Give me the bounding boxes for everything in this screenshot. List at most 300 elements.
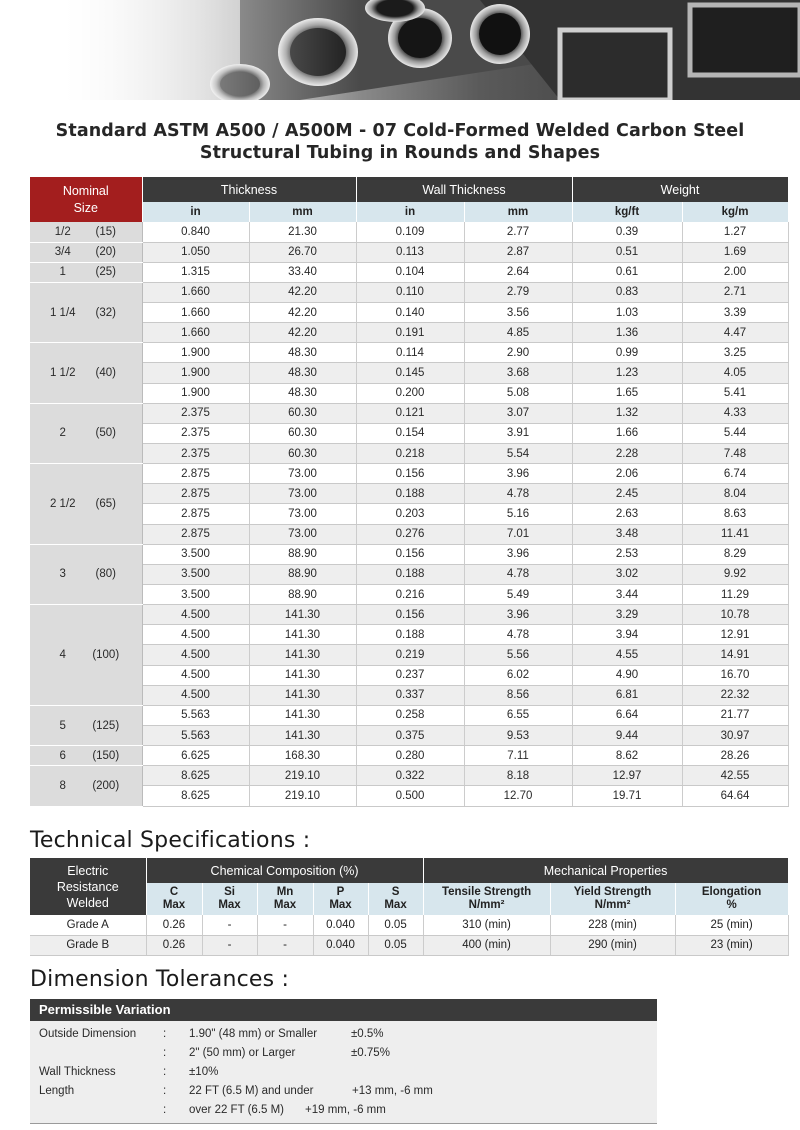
subheader-chem-si — [202, 883, 257, 915]
table-row — [30, 746, 788, 766]
od-mm-cell: 48.30 — [249, 343, 356, 363]
grade-cell: Grade A — [30, 915, 146, 935]
weight-kgm-cell: 5.44 — [682, 423, 788, 443]
wall-in-cell: 0.188 — [356, 484, 464, 504]
nominal-size-inch: 2 — [59, 427, 66, 440]
mech-unit-label: N/mm² — [468, 899, 505, 911]
table-row — [30, 282, 788, 302]
table-row — [30, 303, 788, 323]
wall-in-cell: 0.280 — [356, 746, 464, 766]
table-row — [30, 383, 788, 403]
wall-mm-cell: 4.78 — [464, 564, 572, 584]
weight-kgm-cell: 12.91 — [682, 625, 788, 645]
nominal-size-inch: 3 — [59, 568, 66, 581]
weight-kgft-cell: 2.28 — [572, 444, 682, 464]
mech-property-label: Tensile Strength — [441, 886, 532, 898]
nominal-size-metric: (20) — [95, 246, 116, 259]
table-row — [30, 625, 788, 645]
tolerance-value: +19 mm, -6 mm — [305, 1104, 386, 1116]
wall-mm-cell: 8.18 — [464, 766, 572, 786]
od-in-cell: 1.660 — [142, 323, 249, 343]
tolerance-row — [30, 1101, 657, 1120]
header-chemical-composition: Chemical Composition (%) — [146, 858, 423, 883]
table-row — [30, 935, 788, 955]
spec-value-cell: 0.26 — [146, 935, 202, 955]
nominal-size-cell — [30, 403, 142, 463]
table-subheader-row — [30, 202, 788, 222]
table-row — [30, 705, 788, 725]
tolerance-label: Length — [39, 1085, 75, 1097]
header-weight: Weight — [572, 177, 788, 202]
wall-in-cell: 0.375 — [356, 726, 464, 746]
od-mm-cell: 73.00 — [249, 524, 356, 544]
header-thickness: Thickness — [142, 177, 356, 202]
od-in-cell: 1.900 — [142, 363, 249, 383]
nominal-size-inch: 1 1/2 — [49, 367, 76, 380]
chem-element-label: C — [169, 886, 179, 898]
table-row — [30, 444, 788, 464]
table-row — [30, 645, 788, 665]
wall-mm-cell: 2.90 — [464, 343, 572, 363]
table-row — [30, 726, 788, 746]
od-in-cell: 2.375 — [142, 423, 249, 443]
weight-kgm-cell: 21.77 — [682, 705, 788, 725]
nominal-size-cell — [30, 242, 142, 262]
weight-kgm-cell: 1.69 — [682, 242, 788, 262]
wall-in-cell: 0.110 — [356, 282, 464, 302]
nominal-size-metric: (80) — [95, 568, 116, 581]
weight-kgft-cell: 1.65 — [572, 383, 682, 403]
od-in-cell: 2.875 — [142, 524, 249, 544]
spec-value-cell: 0.040 — [313, 915, 368, 935]
table-header-row — [30, 177, 788, 202]
table-row — [30, 262, 788, 282]
od-mm-cell: 141.30 — [249, 645, 356, 665]
table-row — [30, 544, 788, 564]
nominal-size-cell — [30, 766, 142, 806]
table-row — [30, 423, 788, 443]
tolerance-colon: : — [163, 1085, 167, 1097]
chem-max-label: Max — [218, 899, 241, 911]
nominal-size-cell — [30, 705, 142, 745]
nominal-size-cell — [30, 605, 142, 706]
spec-value-cell: 310 (min) — [423, 915, 550, 935]
grade-cell: Grade B — [30, 935, 146, 955]
table-row — [30, 242, 788, 262]
weight-kgm-cell: 64.64 — [682, 786, 788, 806]
tolerances-box — [30, 1021, 657, 1124]
weight-kgm-cell: 8.29 — [682, 544, 788, 564]
od-in-cell: 4.500 — [142, 605, 249, 625]
od-mm-cell: 60.30 — [249, 444, 356, 464]
weight-kgm-cell: 7.48 — [682, 444, 788, 464]
tech-spec-table — [30, 858, 789, 956]
od-mm-cell: 141.30 — [249, 625, 356, 645]
permissible-variation-bar: Permissible Variation — [30, 999, 657, 1021]
table-row — [30, 564, 788, 584]
od-in-cell: 4.500 — [142, 645, 249, 665]
od-in-cell: 2.875 — [142, 504, 249, 524]
weight-kgft-cell: 4.90 — [572, 665, 682, 685]
wall-mm-cell: 3.56 — [464, 303, 572, 323]
tolerance-value: ±0.75% — [351, 1047, 390, 1059]
dimensions-table — [30, 177, 789, 807]
weight-kgm-cell: 11.29 — [682, 585, 788, 605]
tolerance-value: +13 mm, -6 mm — [352, 1085, 433, 1097]
wall-mm-cell: 6.02 — [464, 665, 572, 685]
tolerance-row — [30, 1082, 657, 1101]
nominal-size-metric: (32) — [95, 306, 116, 319]
weight-kgft-cell: 4.55 — [572, 645, 682, 665]
table-row — [30, 786, 788, 806]
header-mechanical-properties: Mechanical Properties — [423, 858, 788, 883]
weight-kgft-cell: 2.63 — [572, 504, 682, 524]
chem-element-label: S — [391, 886, 400, 898]
dimensions-body — [30, 222, 788, 806]
od-in-cell: 4.500 — [142, 685, 249, 705]
wall-in-cell: 0.218 — [356, 444, 464, 464]
od-mm-cell: 26.70 — [249, 242, 356, 262]
subheader-mm: mm — [464, 202, 572, 222]
table-row — [30, 343, 788, 363]
weight-kgm-cell: 22.32 — [682, 685, 788, 705]
subheader-mech-0 — [423, 883, 550, 915]
subheader-chem-c — [146, 883, 202, 915]
weight-kgm-cell: 28.26 — [682, 746, 788, 766]
weight-kgft-cell: 3.48 — [572, 524, 682, 544]
header-nominal: Nominal — [62, 183, 109, 198]
subheader-chem-p — [313, 883, 368, 915]
table-row — [30, 222, 788, 242]
wall-mm-cell: 9.53 — [464, 726, 572, 746]
tolerance-spec: ±10% — [189, 1066, 219, 1078]
header-wall-thickness: Wall Thickness — [356, 177, 572, 202]
weight-kgm-cell: 30.97 — [682, 726, 788, 746]
od-in-cell: 2.875 — [142, 464, 249, 484]
subheader-in: in — [142, 202, 249, 222]
od-in-cell: 1.660 — [142, 282, 249, 302]
od-mm-cell: 48.30 — [249, 363, 356, 383]
wall-mm-cell: 2.77 — [464, 222, 572, 242]
wall-mm-cell: 4.85 — [464, 323, 572, 343]
od-in-cell: 3.500 — [142, 564, 249, 584]
table-row — [30, 323, 788, 343]
od-mm-cell: 60.30 — [249, 403, 356, 423]
nominal-size-inch: 6 — [59, 749, 66, 762]
weight-kgft-cell: 3.29 — [572, 605, 682, 625]
od-in-cell: 8.625 — [142, 766, 249, 786]
nominal-size-cell — [30, 464, 142, 545]
weight-kgm-cell: 42.55 — [682, 766, 788, 786]
od-mm-cell: 73.00 — [249, 464, 356, 484]
weight-kgft-cell: 1.23 — [572, 363, 682, 383]
spec-value-cell: 0.26 — [146, 915, 202, 935]
od-in-cell: 1.660 — [142, 303, 249, 323]
weight-kgm-cell: 3.25 — [682, 343, 788, 363]
weight-kgft-cell: 2.06 — [572, 464, 682, 484]
weight-kgft-cell: 6.81 — [572, 685, 682, 705]
tech-spec-body — [30, 915, 788, 955]
od-in-cell: 1.050 — [142, 242, 249, 262]
nominal-size-metric: (50) — [95, 427, 116, 440]
od-mm-cell: 48.30 — [249, 383, 356, 403]
mech-unit-label: N/mm² — [594, 899, 631, 911]
tolerance-label: Wall Thickness — [39, 1066, 116, 1078]
spec-value-cell: - — [257, 935, 313, 955]
weight-kgft-cell: 1.03 — [572, 303, 682, 323]
tolerance-row — [30, 1063, 657, 1082]
od-in-cell: 1.900 — [142, 343, 249, 363]
weight-kgft-cell: 19.71 — [572, 786, 682, 806]
weight-kgm-cell: 8.63 — [682, 504, 788, 524]
weight-kgm-cell: 4.05 — [682, 363, 788, 383]
subheader-kg-ft: kg/ft — [572, 202, 682, 222]
nominal-size-metric: (150) — [92, 749, 120, 762]
wall-in-cell: 0.258 — [356, 705, 464, 725]
subheader-kg-m: kg/m — [682, 202, 788, 222]
tolerance-row — [30, 1025, 657, 1044]
weight-kgft-cell: 1.32 — [572, 403, 682, 423]
weight-kgm-cell: 4.33 — [682, 403, 788, 423]
weight-kgm-cell: 1.27 — [682, 222, 788, 242]
od-mm-cell: 42.20 — [249, 303, 356, 323]
tolerance-colon: : — [163, 1047, 167, 1059]
header-erw: Electric Resistance Welded — [30, 858, 146, 915]
wall-in-cell: 0.216 — [356, 585, 464, 605]
wall-mm-cell: 5.08 — [464, 383, 572, 403]
weight-kgft-cell: 1.36 — [572, 323, 682, 343]
weight-kgm-cell: 9.92 — [682, 564, 788, 584]
wall-mm-cell: 3.96 — [464, 605, 572, 625]
table-row — [30, 605, 788, 625]
wall-in-cell: 0.156 — [356, 464, 464, 484]
spec-value-cell: - — [202, 935, 257, 955]
weight-kgm-cell: 4.47 — [682, 323, 788, 343]
od-mm-cell: 42.20 — [249, 282, 356, 302]
table-row — [30, 766, 788, 786]
header-nominal-size — [30, 177, 142, 222]
od-in-cell: 4.500 — [142, 665, 249, 685]
tolerance-colon: : — [163, 1028, 167, 1040]
tech-header-row — [30, 858, 788, 883]
spec-value-cell: - — [202, 915, 257, 935]
wall-in-cell: 0.154 — [356, 423, 464, 443]
weight-kgft-cell: 1.66 — [572, 423, 682, 443]
weight-kgft-cell: 0.51 — [572, 242, 682, 262]
mech-property-label: Elongation — [701, 886, 762, 898]
chem-max-label: Max — [329, 899, 352, 911]
wall-in-cell: 0.203 — [356, 504, 464, 524]
wall-in-cell: 0.109 — [356, 222, 464, 242]
tolerance-spec: 2" (50 mm) or Larger — [189, 1047, 296, 1059]
od-in-cell: 2.375 — [142, 444, 249, 464]
title-line-2: Structural Tubing in Rounds and Shapes — [199, 143, 601, 163]
weight-kgft-cell: 9.44 — [572, 726, 682, 746]
od-mm-cell: 141.30 — [249, 605, 356, 625]
tolerance-label: Outside Dimension — [39, 1028, 137, 1040]
wall-in-cell: 0.145 — [356, 363, 464, 383]
od-mm-cell: 60.30 — [249, 423, 356, 443]
spec-value-cell: 290 (min) — [550, 935, 675, 955]
table-row — [30, 585, 788, 605]
wall-in-cell: 0.219 — [356, 645, 464, 665]
tolerance-spec: 1.90" (48 mm) or Smaller — [189, 1028, 318, 1040]
table-row — [30, 685, 788, 705]
nominal-size-metric: (200) — [92, 779, 120, 792]
spec-value-cell: 228 (min) — [550, 915, 675, 935]
weight-kgft-cell: 2.53 — [572, 544, 682, 564]
od-in-cell: 6.625 — [142, 746, 249, 766]
weight-kgm-cell: 11.41 — [682, 524, 788, 544]
wall-in-cell: 0.188 — [356, 625, 464, 645]
wall-mm-cell: 4.78 — [464, 625, 572, 645]
nominal-size-cell — [30, 222, 142, 242]
od-mm-cell: 141.30 — [249, 685, 356, 705]
wall-in-cell: 0.114 — [356, 343, 464, 363]
wall-mm-cell: 3.96 — [464, 464, 572, 484]
subheader-mech-2 — [675, 883, 788, 915]
od-mm-cell: 219.10 — [249, 786, 356, 806]
table-row — [30, 524, 788, 544]
wall-in-cell: 0.156 — [356, 544, 464, 564]
wall-mm-cell: 4.78 — [464, 484, 572, 504]
wall-in-cell: 0.113 — [356, 242, 464, 262]
wall-mm-cell: 2.87 — [464, 242, 572, 262]
subheader-mech-1 — [550, 883, 675, 915]
nominal-size-inch: 3/4 — [54, 246, 71, 259]
tolerance-colon: : — [163, 1104, 167, 1116]
spec-value-cell: 25 (min) — [675, 915, 788, 935]
subheader-mm: mm — [249, 202, 356, 222]
table-row — [30, 403, 788, 423]
chem-element-label: Si — [224, 886, 235, 898]
page-title — [0, 120, 800, 164]
nominal-size-metric: (15) — [95, 225, 116, 238]
od-in-cell: 2.375 — [142, 403, 249, 423]
tolerance-colon: : — [163, 1066, 167, 1078]
od-mm-cell: 33.40 — [249, 262, 356, 282]
weight-kgft-cell: 0.99 — [572, 343, 682, 363]
wall-in-cell: 0.104 — [356, 262, 464, 282]
tolerance-value: ±0.5% — [351, 1028, 384, 1040]
od-in-cell: 1.315 — [142, 262, 249, 282]
spec-value-cell: 23 (min) — [675, 935, 788, 955]
wall-in-cell: 0.200 — [356, 383, 464, 403]
wall-in-cell: 0.140 — [356, 303, 464, 323]
weight-kgft-cell: 12.97 — [572, 766, 682, 786]
od-in-cell: 5.563 — [142, 726, 249, 746]
od-in-cell: 3.500 — [142, 585, 249, 605]
table-row — [30, 464, 788, 484]
wall-mm-cell: 5.49 — [464, 585, 572, 605]
weight-kgm-cell: 10.78 — [682, 605, 788, 625]
tolerance-spec: over 22 FT (6.5 M) — [189, 1104, 285, 1116]
nominal-size-metric: (40) — [95, 367, 116, 380]
od-in-cell: 8.625 — [142, 786, 249, 806]
wall-in-cell: 0.276 — [356, 524, 464, 544]
title-line-1: Standard ASTM A500 / A500M - 07 Cold-Formed Welded Carbon Steel — [55, 121, 745, 141]
mech-unit-label: % — [726, 899, 737, 911]
chem-max-label: Max — [162, 899, 186, 911]
od-in-cell: 5.563 — [142, 705, 249, 725]
od-in-cell: 1.900 — [142, 383, 249, 403]
header-size: Size — [73, 200, 98, 215]
weight-kgm-cell: 16.70 — [682, 665, 788, 685]
weight-kgft-cell: 3.94 — [572, 625, 682, 645]
tech-spec-heading: Technical Specifications : — [30, 828, 311, 853]
od-in-cell: 0.840 — [142, 222, 249, 242]
wall-mm-cell: 5.56 — [464, 645, 572, 665]
nominal-size-cell — [30, 746, 142, 766]
nominal-size-cell — [30, 282, 142, 342]
wall-mm-cell: 3.07 — [464, 403, 572, 423]
tolerance-row — [30, 1044, 657, 1063]
od-mm-cell: 88.90 — [249, 544, 356, 564]
weight-kgm-cell: 3.39 — [682, 303, 788, 323]
nominal-size-metric: (125) — [92, 719, 120, 732]
spec-value-cell: 0.05 — [368, 935, 423, 955]
weight-kgft-cell: 0.83 — [572, 282, 682, 302]
table-row — [30, 484, 788, 504]
wall-in-cell: 0.500 — [356, 786, 464, 806]
nominal-size-inch: 2 1/2 — [49, 497, 76, 510]
chem-element-label: Mn — [276, 886, 294, 898]
table-row — [30, 665, 788, 685]
weight-kgft-cell: 0.61 — [572, 262, 682, 282]
weight-kgft-cell: 6.64 — [572, 705, 682, 725]
nominal-size-cell — [30, 262, 142, 282]
tolerance-spec: 22 FT (6.5 M) and under — [189, 1085, 314, 1097]
nominal-size-cell — [30, 544, 142, 604]
spec-value-cell: - — [257, 915, 313, 935]
od-mm-cell: 88.90 — [249, 585, 356, 605]
wall-mm-cell: 12.70 — [464, 786, 572, 806]
weight-kgm-cell: 2.71 — [682, 282, 788, 302]
wall-in-cell: 0.188 — [356, 564, 464, 584]
weight-kgft-cell: 3.02 — [572, 564, 682, 584]
weight-kgm-cell: 2.00 — [682, 262, 788, 282]
hero-banner — [0, 0, 800, 100]
nominal-size-metric: (25) — [95, 266, 116, 279]
wall-mm-cell: 2.79 — [464, 282, 572, 302]
chem-max-label: Max — [384, 899, 407, 911]
spec-value-cell: 400 (min) — [423, 935, 550, 955]
spec-value-cell: 0.05 — [368, 915, 423, 935]
od-in-cell: 4.500 — [142, 625, 249, 645]
nominal-size-inch: 8 — [59, 779, 66, 792]
wall-in-cell: 0.121 — [356, 403, 464, 423]
wall-in-cell: 0.337 — [356, 685, 464, 705]
od-mm-cell: 141.30 — [249, 726, 356, 746]
chem-element-label: P — [336, 886, 345, 898]
chem-max-label: Max — [273, 899, 297, 911]
wall-in-cell: 0.322 — [356, 766, 464, 786]
wall-mm-cell: 7.11 — [464, 746, 572, 766]
od-mm-cell: 21.30 — [249, 222, 356, 242]
od-in-cell: 3.500 — [142, 544, 249, 564]
od-mm-cell: 88.90 — [249, 564, 356, 584]
subheader-in: in — [356, 202, 464, 222]
wall-mm-cell: 2.64 — [464, 262, 572, 282]
od-mm-cell: 141.30 — [249, 665, 356, 685]
table-row — [30, 915, 788, 935]
od-mm-cell: 73.00 — [249, 484, 356, 504]
nominal-size-inch: 1 1/4 — [49, 306, 76, 319]
wall-in-cell: 0.156 — [356, 605, 464, 625]
wall-mm-cell: 3.68 — [464, 363, 572, 383]
nominal-size-inch: 5 — [59, 719, 66, 732]
wall-mm-cell: 5.54 — [464, 444, 572, 464]
